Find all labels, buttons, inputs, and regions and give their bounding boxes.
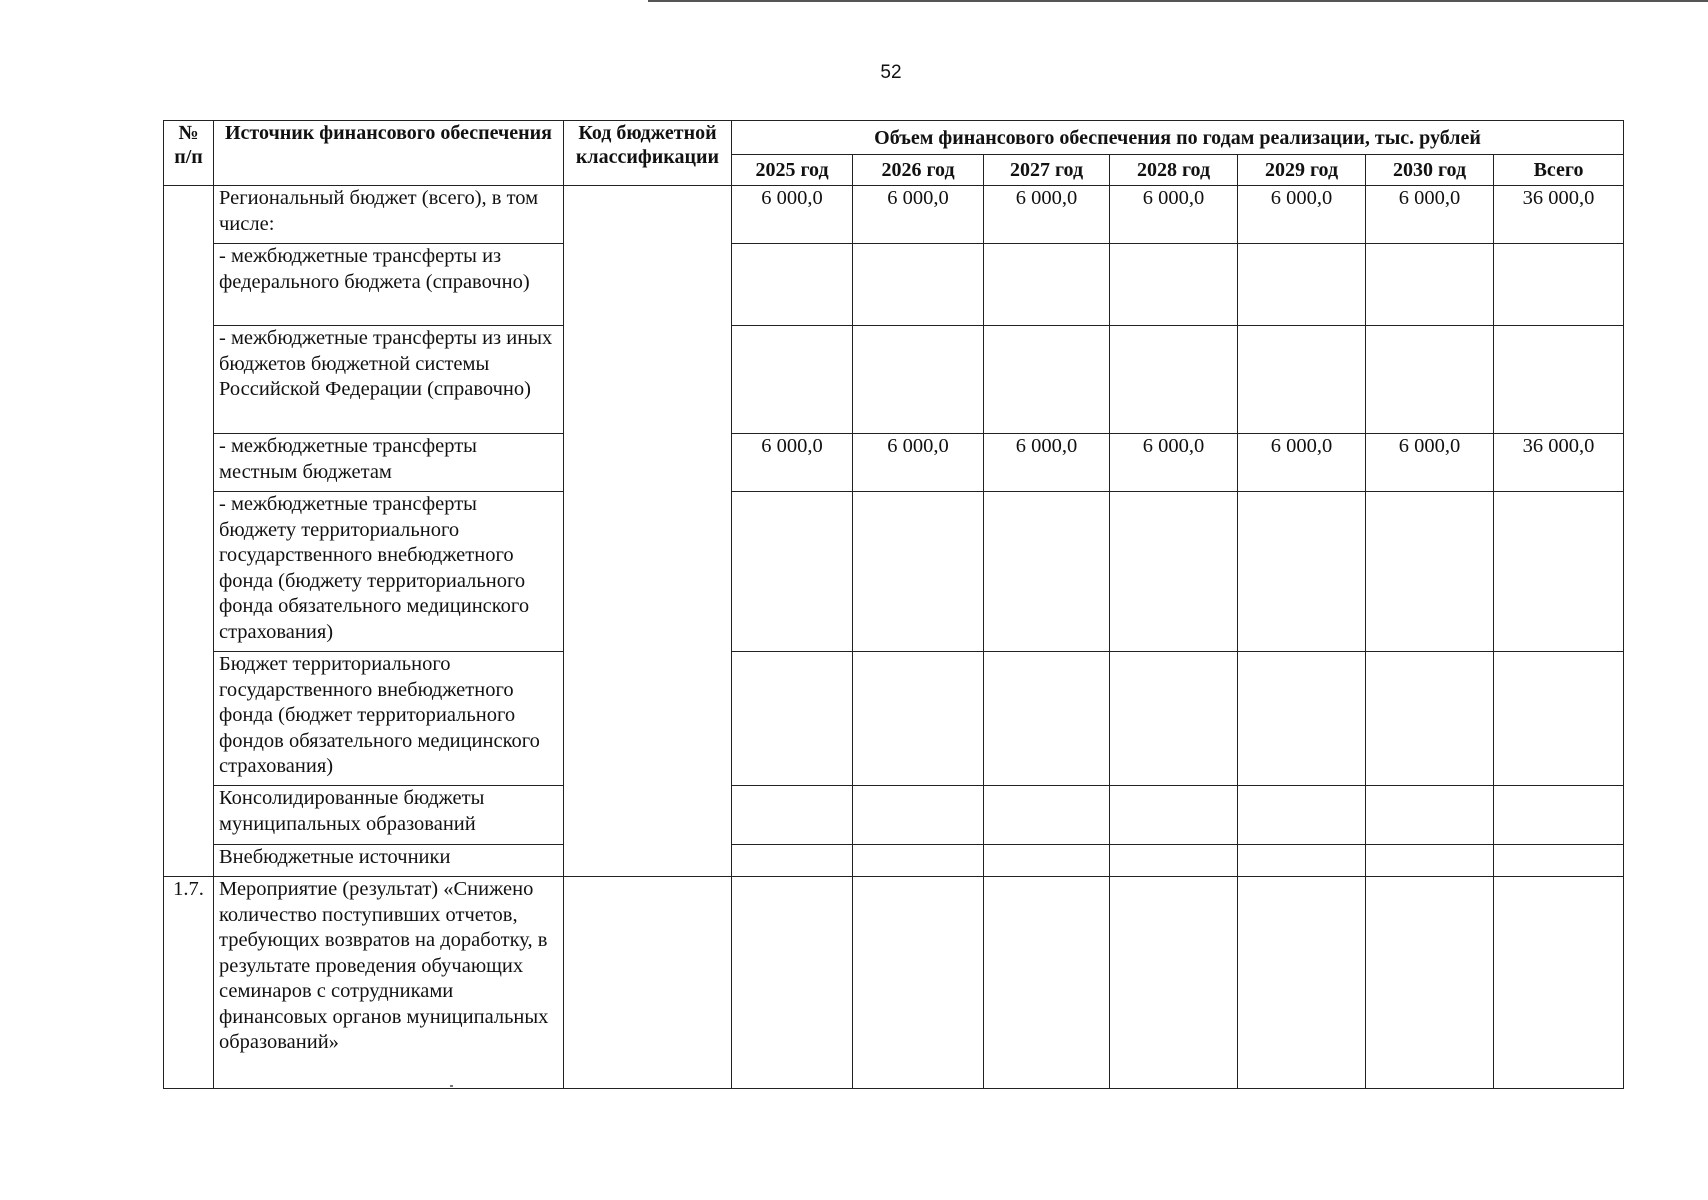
value-2029	[1238, 877, 1366, 1089]
row-number: 1.7.	[164, 877, 214, 1089]
table-row	[164, 244, 1624, 326]
value-2030	[1366, 877, 1494, 1089]
header-year-2025: 2025 год	[732, 155, 853, 186]
value-2027: 6 000,0	[984, 186, 1110, 244]
header-year-2029: 2029 год	[1238, 155, 1366, 186]
value-2030	[1366, 492, 1494, 652]
value-2029	[1238, 326, 1366, 434]
row-source: Консолидированные бюджеты муниципальных образований	[214, 786, 564, 845]
value-2026	[853, 845, 984, 877]
value-total	[1494, 326, 1624, 434]
value-2029	[1238, 652, 1366, 786]
row-source: - межбюджетные трансферты местным бюджетам	[214, 434, 564, 492]
value-2027	[984, 652, 1110, 786]
table-row	[164, 186, 1624, 244]
value-total	[1494, 652, 1624, 786]
value-2025: 6 000,0	[732, 434, 853, 492]
value-2025	[732, 845, 853, 877]
row-number	[164, 186, 214, 877]
table-row	[164, 492, 1624, 652]
value-2028	[1110, 652, 1238, 786]
financing-table	[163, 120, 1624, 1089]
value-2029	[1238, 845, 1366, 877]
value-2028	[1110, 786, 1238, 845]
value-total	[1494, 877, 1624, 1089]
header-total: Всего	[1494, 155, 1624, 186]
value-2027	[984, 786, 1110, 845]
value-2026	[853, 244, 984, 326]
value-2029: 6 000,0	[1238, 186, 1366, 244]
value-2030	[1366, 652, 1494, 786]
page-number: 52	[880, 62, 902, 83]
value-2029	[1238, 786, 1366, 845]
header-source: Источник финансового обеспечения	[214, 121, 564, 186]
value-2028	[1110, 877, 1238, 1089]
value-2030: 6 000,0	[1366, 434, 1494, 492]
row-source: Региональный бюджет (всего), в том числе:	[214, 186, 564, 244]
value-2027: 6 000,0	[984, 434, 1110, 492]
scan-speck	[450, 1085, 453, 1087]
table-row	[164, 326, 1624, 434]
value-2028	[1110, 244, 1238, 326]
header-code: Код бюджетной классификации	[564, 121, 732, 186]
value-2030: 6 000,0	[1366, 186, 1494, 244]
value-2029	[1238, 244, 1366, 326]
value-2030	[1366, 845, 1494, 877]
value-2025	[732, 492, 853, 652]
value-2028	[1110, 492, 1238, 652]
value-2025	[732, 244, 853, 326]
value-2028: 6 000,0	[1110, 186, 1238, 244]
value-2027	[984, 244, 1110, 326]
value-2026	[853, 492, 984, 652]
header-volume: Объем финансового обеспечения по годам реализации, тыс. рублей	[732, 121, 1624, 155]
value-2025: 6 000,0	[732, 186, 853, 244]
value-2026	[853, 786, 984, 845]
value-total: 36 000,0	[1494, 434, 1624, 492]
value-2025	[732, 326, 853, 434]
value-2027	[984, 877, 1110, 1089]
value-2029	[1238, 492, 1366, 652]
value-total: 36 000,0	[1494, 186, 1624, 244]
table-row	[164, 845, 1624, 877]
value-2027	[984, 492, 1110, 652]
row-source: - межбюджетные трансферты из федерального бюджета (справочно)	[214, 244, 564, 326]
table-row	[164, 786, 1624, 845]
value-2027	[984, 326, 1110, 434]
value-total	[1494, 845, 1624, 877]
value-2025	[732, 786, 853, 845]
value-2026	[853, 652, 984, 786]
scan-edge-line	[648, 0, 1708, 2]
row-source: - межбюджетные трансферты из иных бюджетов бюджетной системы Российской Федерации (справочно)	[214, 326, 564, 434]
value-2026: 6 000,0	[853, 434, 984, 492]
value-2025	[732, 652, 853, 786]
value-2026	[853, 326, 984, 434]
row-source: Внебюджетные источники	[214, 845, 564, 877]
table-row	[164, 877, 1624, 1089]
value-2028: 6 000,0	[1110, 434, 1238, 492]
value-2029: 6 000,0	[1238, 434, 1366, 492]
value-total	[1494, 786, 1624, 845]
value-2028	[1110, 326, 1238, 434]
value-2025	[732, 877, 853, 1089]
value-2030	[1366, 786, 1494, 845]
value-2030	[1366, 326, 1494, 434]
row-source: - межбюджетные трансферты бюджету территориального государственного внебюджетного фонда (бюджету территориального фонда обязательного медицинского страхования)	[214, 492, 564, 652]
value-2026: 6 000,0	[853, 186, 984, 244]
header-year-2030: 2030 год	[1366, 155, 1494, 186]
row-code	[564, 877, 732, 1089]
header-year-2027: 2027 год	[984, 155, 1110, 186]
value-total	[1494, 244, 1624, 326]
row-source: Мероприятие (результат) «Снижено количество поступивших отчетов, требующих возвратов на доработку, в результате проведения обучающих семинаров с сотрудниками финансовых органов муниципальных образований»	[214, 877, 564, 1089]
header-year-2028: 2028 год	[1110, 155, 1238, 186]
header-no: № п/п	[164, 121, 214, 186]
table-row	[164, 434, 1624, 492]
value-2026	[853, 877, 984, 1089]
value-2030	[1366, 244, 1494, 326]
row-code	[564, 186, 732, 877]
row-source: Бюджет территориального государственного внебюджетного фонда (бюджет территориального фондов обязательного медицинского страхования)	[214, 652, 564, 786]
value-2028	[1110, 845, 1238, 877]
value-total	[1494, 492, 1624, 652]
header-year-2026: 2026 год	[853, 155, 984, 186]
table-row	[164, 652, 1624, 786]
value-2027	[984, 845, 1110, 877]
